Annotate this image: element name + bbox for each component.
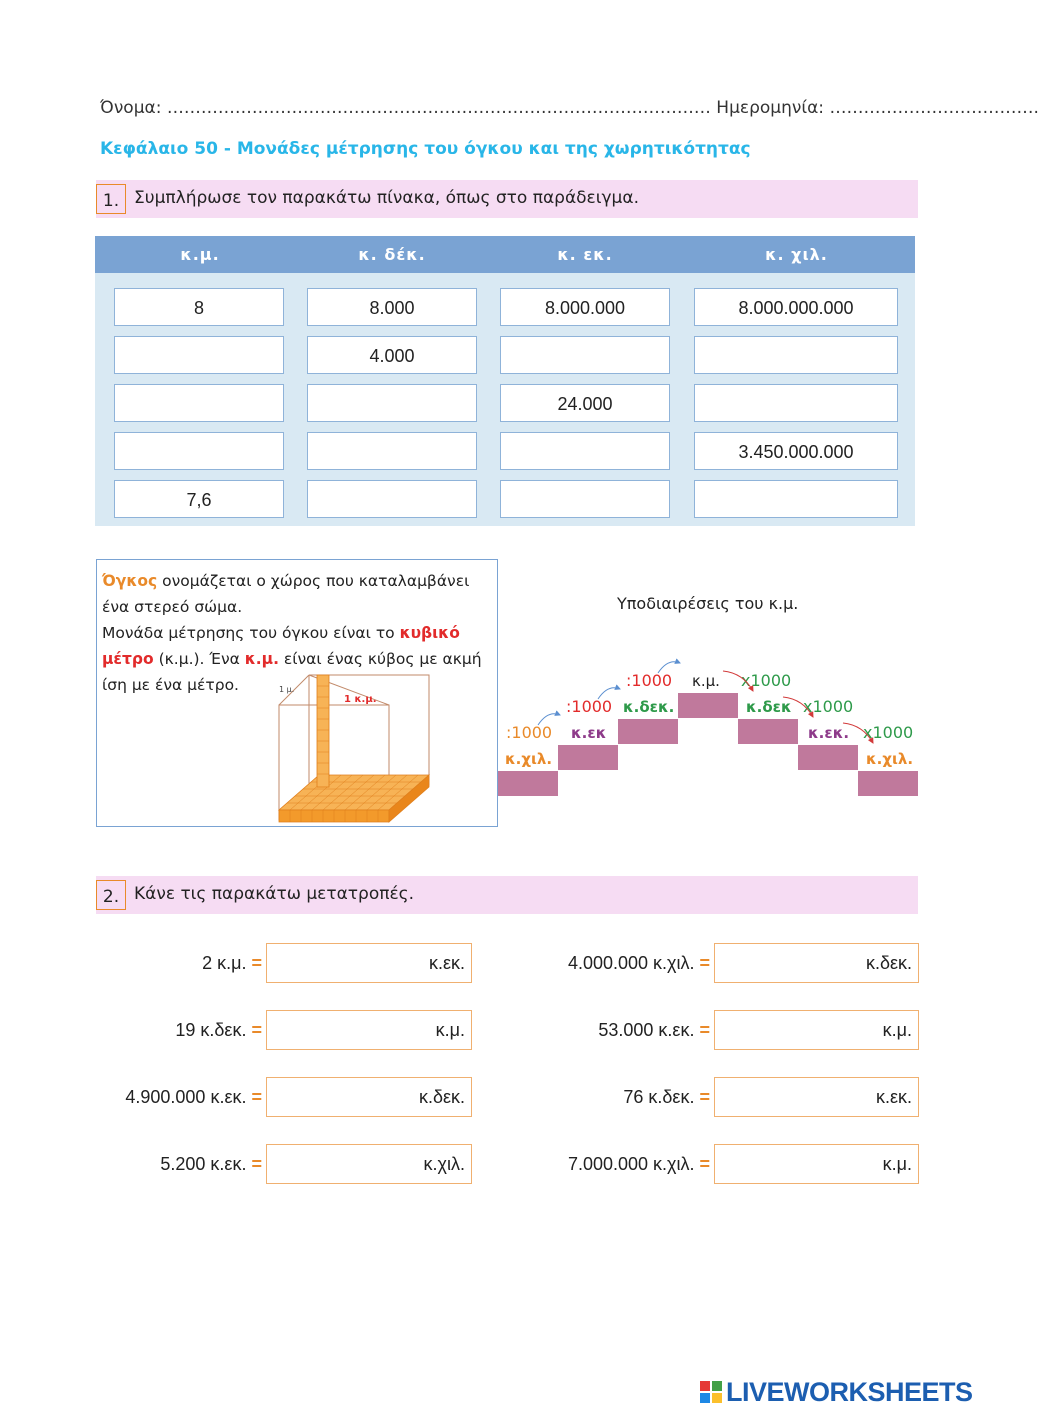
task2-bar: [96, 876, 918, 914]
name-label: Όνομα:: [100, 98, 162, 118]
table-input-cell[interactable]: [500, 432, 670, 470]
answer-input[interactable]: [266, 1077, 472, 1117]
table-input-cell[interactable]: [500, 480, 670, 518]
answer-input[interactable]: [714, 1077, 919, 1117]
multiply-label-2: x1000: [803, 697, 854, 716]
answer-unit: κ.εκ.: [428, 953, 465, 973]
answer-input[interactable]: [266, 1010, 472, 1050]
column-header-kdek: κ. δέκ.: [358, 245, 426, 264]
chapter-title: Κεφάλαιο 50 - Μονάδες μέτρησης του όγκου και της χωρητικότητας: [100, 139, 751, 159]
conversion-from: 4.000.000 κ.χιλ.: [567, 953, 695, 973]
multiply-label-1: x1000: [741, 671, 792, 690]
equals-sign: =: [251, 1020, 262, 1040]
table-input-cell[interactable]: [694, 480, 898, 518]
table-cell: 8.000.000.000: [694, 288, 898, 326]
label-kek-left: κ.εκ: [571, 724, 607, 742]
name-dots[interactable]: ……………………………………………………………………………………: [166, 98, 711, 118]
km-term: κ.μ.: [244, 650, 279, 668]
cube-side-label: 1 μ.: [279, 685, 295, 694]
conversion-prompt: [500, 953, 710, 974]
logo-text: LIVEWORKSHEETS: [726, 1377, 973, 1407]
subdivisions-title: Υποδιαιρέσεις του κ.μ.: [617, 594, 799, 613]
equals-sign: =: [251, 1154, 262, 1174]
table-cell: 8: [114, 288, 284, 326]
table-cell: 3.450.000.000: [694, 432, 898, 470]
column-header-kxil: κ. χιλ.: [765, 245, 828, 264]
answer-unit: κ.εκ.: [875, 1087, 912, 1107]
equals-sign: =: [699, 1087, 710, 1107]
conversion-from: 53.000 κ.εκ.: [598, 1020, 695, 1040]
label-kdek-left: κ.δεκ.: [623, 698, 675, 716]
conversion-from: 5.200 κ.εκ.: [160, 1154, 247, 1174]
label-km: κ.μ.: [692, 672, 720, 690]
column-header-km: κ.μ.: [180, 245, 220, 264]
conversion-prompt: [60, 1087, 262, 1108]
cube-text: είναι ένας κύβος με ακμή ίση με ένα μέτρο.: [102, 650, 482, 694]
divide-label-1: :1000: [506, 723, 553, 742]
cubic-meter-cube-illustration: [269, 670, 434, 825]
date-label: Ημερομηνία:: [716, 98, 825, 118]
cube-label: 1 κ.μ.: [344, 694, 377, 705]
equals-sign: =: [699, 1154, 710, 1174]
task1-bar: [96, 180, 918, 218]
answer-input[interactable]: [714, 1144, 919, 1184]
table-input-cell[interactable]: [500, 336, 670, 374]
table-input-cell[interactable]: [114, 336, 284, 374]
answer-unit: κ.μ.: [882, 1154, 912, 1174]
multiply-label-3: x1000: [863, 723, 914, 742]
label-kxil-right: κ.χιλ.: [866, 750, 914, 768]
task2-instruction: Κάνε τις παρακάτω μετατροπές.: [134, 884, 415, 904]
label-kdek-right: κ.δεκ: [746, 698, 792, 716]
volume-term: Όγκος: [102, 572, 158, 590]
liveworksheets-logo[interactable]: [700, 1377, 973, 1408]
step-kxil-left: [498, 771, 558, 796]
conversion-prompt: [500, 1154, 710, 1175]
table-cell: 7,6: [114, 480, 284, 518]
volume-info-box: [96, 559, 498, 827]
name-date-line: [100, 98, 1039, 118]
answer-unit: κ.μ.: [882, 1020, 912, 1040]
step-kxil-right: [858, 771, 918, 796]
unit-text-2: (κ.μ.). Ένα: [153, 650, 245, 668]
conversion-from: 2 κ.μ.: [202, 953, 247, 973]
label-kek-right: κ.εκ.: [808, 724, 850, 742]
cubic-meter-term: κυβικό μέτρο: [102, 624, 460, 668]
table-cell: 8.000.000: [500, 288, 670, 326]
conversion-prompt: [500, 1087, 710, 1108]
table-cell: 24.000: [500, 384, 670, 422]
divide-label-3: :1000: [626, 671, 673, 690]
conversion-table: [95, 236, 915, 526]
logo-icon: [700, 1381, 722, 1403]
answer-input[interactable]: [266, 943, 472, 983]
conversion-prompt: [60, 1154, 262, 1175]
conversion-from: 19 κ.δεκ.: [175, 1020, 247, 1040]
divide-label-2: :1000: [566, 697, 613, 716]
table-cell: 4.000: [307, 336, 477, 374]
task2-number: 2.: [96, 880, 126, 910]
unit-text: Μονάδα μέτρησης του όγκου είναι το: [102, 624, 400, 642]
conversion-from: 7.000.000 κ.χιλ.: [567, 1154, 695, 1174]
equals-sign: =: [699, 1020, 710, 1040]
definition-text: ονομάζεται ο χώρος που καταλαμβάνει ένα στερεό σώμα.: [102, 572, 470, 616]
table-cell: 8.000: [307, 288, 477, 326]
table-input-cell[interactable]: [114, 384, 284, 422]
conversion-from: 4.900.000 κ.εκ.: [125, 1087, 247, 1107]
column-header-kek: κ. εκ.: [557, 245, 613, 264]
table-input-cell[interactable]: [694, 336, 898, 374]
equals-sign: =: [251, 953, 262, 973]
table-header: [95, 236, 915, 273]
task1-number: 1.: [96, 184, 126, 214]
conversion-prompt: [60, 1020, 262, 1041]
answer-input[interactable]: [714, 943, 919, 983]
conversion-prompt: [500, 1020, 710, 1041]
table-input-cell[interactable]: [307, 432, 477, 470]
date-dots[interactable]: ……………………………….: [829, 98, 1039, 118]
conversion-from: 76 κ.δεκ.: [623, 1087, 695, 1107]
answer-unit: κ.μ.: [435, 1020, 465, 1040]
table-input-cell[interactable]: [694, 384, 898, 422]
answer-unit: κ.χιλ.: [423, 1154, 465, 1174]
answer-input[interactable]: [714, 1010, 919, 1050]
answer-unit: κ.δεκ.: [865, 953, 912, 973]
table-input-cell[interactable]: [307, 384, 477, 422]
conversion-prompt: [60, 953, 262, 974]
label-kxil-left: κ.χιλ.: [505, 750, 553, 768]
table-input-cell[interactable]: [307, 480, 477, 518]
conversion-arrows: [498, 655, 918, 755]
equals-sign: =: [251, 1087, 262, 1107]
task1-instruction: Συμπλήρωσε τον παρακάτω πίνακα, όπως στο παράδειγμα.: [134, 188, 639, 208]
answer-unit: κ.δεκ.: [418, 1087, 465, 1107]
table-input-cell[interactable]: [114, 432, 284, 470]
answer-input[interactable]: [266, 1144, 472, 1184]
equals-sign: =: [699, 953, 710, 973]
